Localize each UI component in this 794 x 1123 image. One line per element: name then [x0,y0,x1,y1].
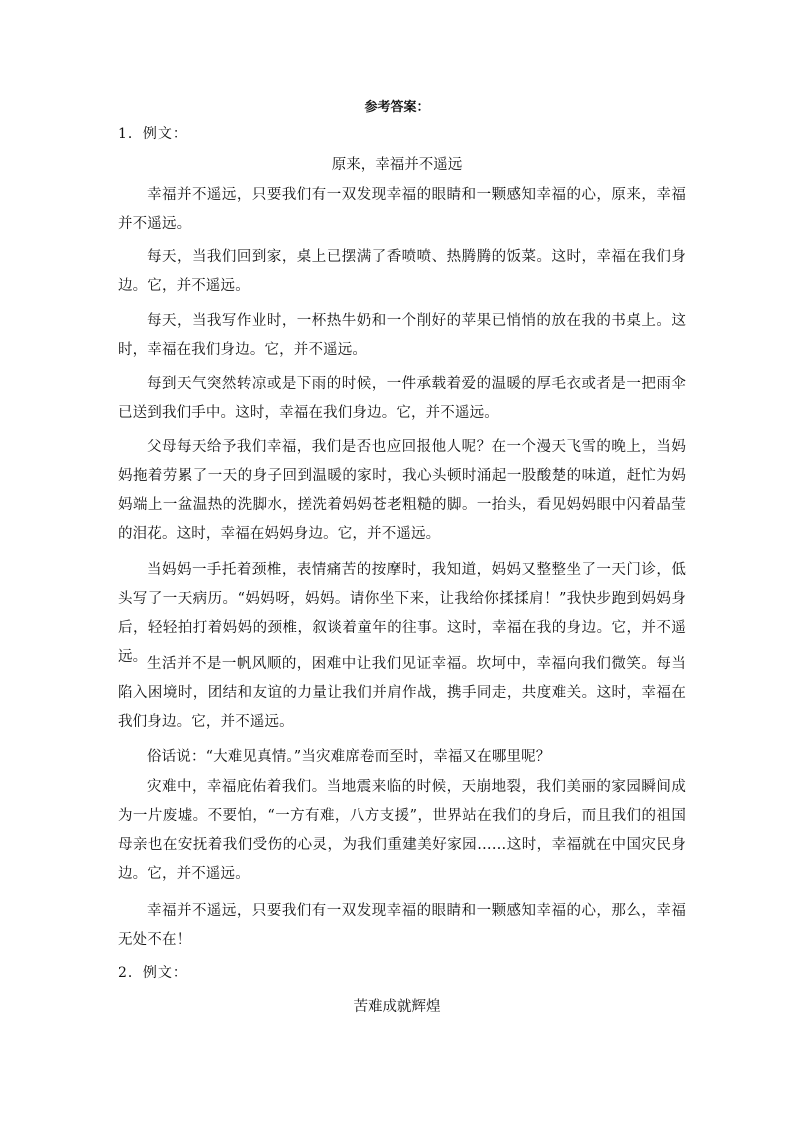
question-1-label: 1．例文： [118,126,188,142]
essay-1-paragraph: 幸福并不遥远，只要我们有一双发现幸福的眼睛和一颗感知幸福的心，那么，幸福无处不在！ [118,903,686,948]
essay-1-paragraph: 生活并不是一帆风顺的，困难中让我们见证幸福。坎坷中，幸福向我们微笑。每当陷入困境时，团结和友谊的力量让我们并肩作战，携手同走，共度难关。这时，幸福在我们身边。它，并不遥远。 [118,656,686,730]
essay-1-paragraph: 每天，当我写作业时，一杯热牛奶和一个削好的苹果已悄悄的放在我的书桌上。这时，幸福在我们身边。它，并不遥远。 [118,313,686,358]
essay-1-paragraph: 俗话说：“大难见真情。”当灾难席卷而至时，幸福又在哪里呢？ [147,749,551,765]
answer-heading: 参考答案： [364,100,430,115]
essay-1-paragraph: 每天，当我们回到家，桌上已摆满了香喷喷、热腾腾的饭菜。这时，幸福在我们身边。它，并不遥远。 [118,249,686,294]
essay-1-paragraph: 当妈妈一手托着颈椎，表情痛苦的按摩时，我知道，妈妈又整整坐了一天门诊，低头写了一天病历。“妈妈呀，妈妈。请你坐下来，让我给你揉揉肩！”我快步跑到妈妈身后，轻轻拍打着妈妈的颈椎，叙谈着童年的往事。这时，幸福在我的身边。它，并不遥远。 [118,562,686,665]
essay-2-title: 苦难成就辉煌 [353,999,441,1015]
essay-1-paragraph: 每到天气突然转凉或是下雨的时候，一件承载着爱的温暖的厚毛衣或者是一把雨伞已送到我们手中。这时，幸福在我们身边。它，并不遥远。 [118,376,686,421]
essay-1-paragraph: 幸福并不遥远，只要我们有一双发现幸福的眼睛和一颗感知幸福的心，原来，幸福并不遥远。 [118,187,686,232]
essay-1-paragraph: 父母每天给予我们幸福，我们是否也应回报他人呢？在一个漫天飞雪的晚上，当妈妈拖着劳累了一天的身子回到温暖的家时，我心头顿时涌起一股酸楚的味道，赶忙为妈妈端上一盆温热的洗脚水，搓洗着妈妈苍老粗糙的脚。一抬头，看见妈妈眼中闪着晶莹的泪花。这时，幸福在妈妈身边。它，并不遥远。 [118,439,686,542]
essay-1-paragraph: 灾难中，幸福庇佑着我们。当地震来临的时候，天崩地裂，我们美丽的家园瞬间成为一片废墟。不要怕，“一方有难，八方支援”，世界站在我们的身后，而且我们的祖国母亲也在安抚着我们受伤的心灵，为我们重建美好家园……这时，幸福就在中国灾民身边。它，并不遥远。 [118,779,686,882]
essay-1-title: 原来，幸福并不遥远 [331,157,463,173]
question-2-label: 2．例文： [118,965,188,981]
